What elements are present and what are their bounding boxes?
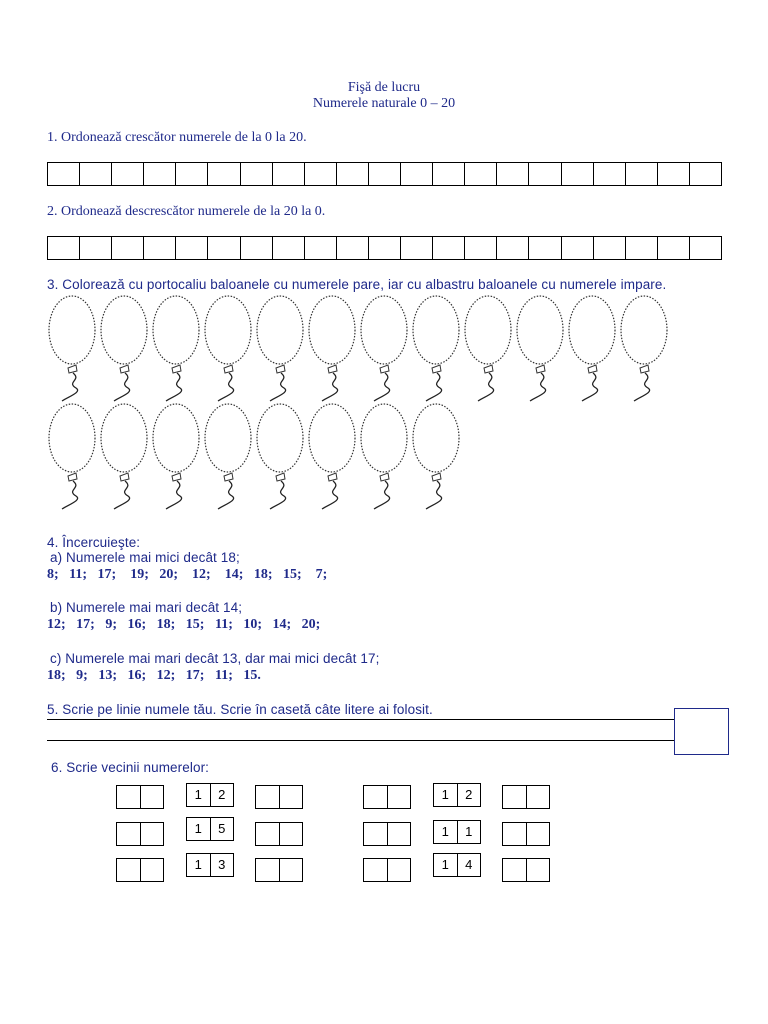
answer-cell[interactable] (48, 237, 80, 259)
answer-cell[interactable] (369, 237, 401, 259)
balloon[interactable] (361, 296, 407, 401)
balloon[interactable] (621, 296, 667, 401)
exercise-4a-numbers[interactable]: 8; 11; 17; 19; 20; 12; 14; 18; 15; 7; (47, 567, 328, 582)
exercise-4b-label: b) Numerele mai mari decât 14; (50, 600, 243, 615)
answer-cell[interactable] (658, 237, 690, 259)
balloon[interactable] (361, 404, 407, 509)
answer-cell[interactable] (241, 237, 273, 259)
worksheet-title: Fişă de lucru (347, 80, 421, 95)
answer-cell[interactable] (144, 163, 176, 185)
answer-cell[interactable] (690, 237, 721, 259)
balloon-row-2 (47, 402, 687, 512)
answer-cell[interactable] (80, 163, 112, 185)
answer-cell[interactable] (208, 163, 240, 185)
exercise-2-label: 2. Ordonează descrescător numerele de la 20 la 0. (47, 204, 326, 219)
balloon[interactable] (153, 404, 199, 509)
balloon[interactable] (101, 296, 147, 401)
balloon[interactable] (257, 404, 303, 509)
balloon[interactable] (413, 404, 459, 509)
balloon[interactable] (569, 296, 615, 401)
answer-cell[interactable] (626, 237, 658, 259)
name-line-bottom[interactable] (47, 740, 674, 741)
exercise-4c-numbers[interactable]: 18; 9; 13; 16; 12; 17; 11; 15. (47, 668, 261, 683)
exercise-4c-label: c) Numerele mai mari decât 13, dar mai mici decât 17; (50, 651, 380, 666)
answer-cell[interactable] (241, 163, 273, 185)
exercise-4b-numbers[interactable]: 12; 17; 9; 16; 18; 15; 11; 10; 14; 20; (47, 617, 321, 632)
answer-cell[interactable] (144, 237, 176, 259)
neighbor-after-box[interactable] (502, 785, 550, 809)
balloon-row-1 (47, 294, 687, 404)
answer-cell[interactable] (465, 237, 497, 259)
neighbor-before-box[interactable] (363, 785, 411, 809)
given-number-box: 1 3 (186, 853, 234, 877)
answer-cell[interactable] (176, 163, 208, 185)
answer-cell[interactable] (433, 237, 465, 259)
neighbor-after-box[interactable] (502, 858, 550, 882)
exercise-3-label: 3. Colorează cu portocaliu baloanele cu numerele pare, iar cu albastru baloanele cu numerele impare. (47, 277, 667, 292)
balloon[interactable] (101, 404, 147, 509)
neighbor-before-box[interactable] (116, 858, 164, 882)
answer-cell[interactable] (529, 163, 561, 185)
balloon[interactable] (257, 296, 303, 401)
exercise-1-label: 1. Ordonează crescător numerele de la 0 la 20. (47, 130, 307, 145)
answer-cell[interactable] (529, 237, 561, 259)
letter-count-box[interactable] (674, 708, 729, 755)
neighbor-after-box[interactable] (255, 822, 303, 846)
answer-cell[interactable] (273, 163, 305, 185)
answer-cell[interactable] (497, 163, 529, 185)
answer-cell[interactable] (594, 163, 626, 185)
exercise-4-label: 4. Încercuieşte: (47, 535, 141, 550)
neighbor-after-box[interactable] (255, 858, 303, 882)
neighbor-before-box[interactable] (363, 822, 411, 846)
answer-cell[interactable] (594, 237, 626, 259)
answer-cell[interactable] (337, 163, 369, 185)
answer-cell[interactable] (337, 237, 369, 259)
answer-cell[interactable] (401, 237, 433, 259)
neighbor-before-box[interactable] (116, 785, 164, 809)
balloon[interactable] (49, 404, 95, 509)
answer-cell[interactable] (497, 237, 529, 259)
balloon[interactable] (309, 404, 355, 509)
given-number-box: 1 2 (186, 783, 234, 807)
neighbor-before-box[interactable] (363, 858, 411, 882)
answer-cell[interactable] (48, 163, 80, 185)
exercise-5-label: 5. Scrie pe linie numele tău. Scrie în casetă câte litere ai folosit. (47, 702, 433, 717)
balloon[interactable] (205, 404, 251, 509)
given-number-box: 1 5 (186, 817, 234, 841)
given-number-box: 1 1 (433, 820, 481, 844)
neighbor-before-box[interactable] (116, 822, 164, 846)
given-number-box: 1 4 (433, 853, 481, 877)
balloon[interactable] (517, 296, 563, 401)
exercise-2-answer-strip (47, 236, 722, 260)
exercise-1-answer-strip (47, 162, 722, 186)
balloon[interactable] (413, 296, 459, 401)
exercise-4a-label: a) Numerele mai mici decât 18; (50, 550, 240, 565)
answer-cell[interactable] (273, 237, 305, 259)
exercise-6-label: 6. Scrie vecinii numerelor: (51, 760, 210, 775)
answer-cell[interactable] (208, 237, 240, 259)
answer-cell[interactable] (305, 163, 337, 185)
answer-cell[interactable] (305, 237, 337, 259)
answer-cell[interactable] (658, 163, 690, 185)
balloon[interactable] (465, 296, 511, 401)
name-line-top[interactable] (47, 719, 674, 720)
neighbor-after-box[interactable] (255, 785, 303, 809)
given-number-box: 1 2 (433, 783, 481, 807)
balloon[interactable] (205, 296, 251, 401)
answer-cell[interactable] (176, 237, 208, 259)
answer-cell[interactable] (562, 163, 594, 185)
answer-cell[interactable] (401, 163, 433, 185)
worksheet-subtitle: Numerele naturale 0 – 20 (312, 96, 456, 111)
answer-cell[interactable] (369, 163, 401, 185)
neighbor-after-box[interactable] (502, 822, 550, 846)
answer-cell[interactable] (80, 237, 112, 259)
balloons-svg-row-2 (47, 402, 687, 512)
answer-cell[interactable] (626, 163, 658, 185)
balloon[interactable] (309, 296, 355, 401)
answer-cell[interactable] (690, 163, 721, 185)
balloon[interactable] (153, 296, 199, 401)
answer-cell[interactable] (112, 237, 144, 259)
answer-cell[interactable] (465, 163, 497, 185)
answer-cell[interactable] (112, 163, 144, 185)
balloon[interactable] (49, 296, 95, 401)
balloons-svg-row-1 (47, 294, 687, 404)
answer-cell[interactable] (433, 163, 465, 185)
answer-cell[interactable] (562, 237, 594, 259)
